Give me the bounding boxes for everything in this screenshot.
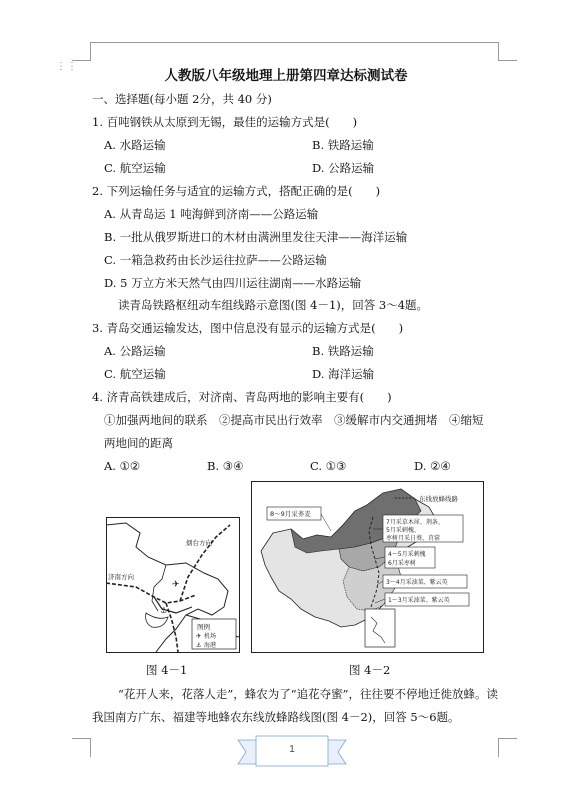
figure-4-2-map (251, 481, 484, 653)
q4-items-line-2: 两地间的距离 (104, 436, 173, 450)
svg-text:4～5月采刺槐: 4～5月采刺槐 (388, 551, 426, 558)
drag-handle-icon[interactable]: ⋮⋮ (56, 61, 78, 72)
corner-mark-top-right (498, 42, 517, 61)
q1-option-b: B. 铁路运输 (312, 138, 374, 152)
svg-text:⚓: ⚓ (196, 642, 202, 649)
reading-intro-3-4: 读青岛铁路枢纽动车组线路示意图(图 4－1)，回答 3～4题。 (118, 298, 429, 312)
svg-text:枣树月采日葵、苜蓿: 枣树月采日葵、苜蓿 (386, 535, 441, 542)
bee-route-map (251, 481, 484, 653)
q1-option-d: D. 公路运输 (312, 161, 375, 175)
svg-text:7月采草木犀、荆条、: 7月采草木犀、荆条、 (386, 519, 444, 526)
corner-mark-bottom-left (72, 738, 91, 757)
q3-option-d: D. 海洋运输 (312, 367, 375, 381)
q3-option-b: B. 铁路运输 (312, 344, 374, 358)
q1-option-c: C. 航空运输 (104, 161, 166, 175)
corner-mark-top-left (72, 42, 91, 61)
header-rule (90, 42, 498, 61)
q2-option-c: C. 一箱急救药由长沙运往拉萨——公路运输 (104, 253, 327, 267)
q4-items-line-1: ①加强两地间的联系 ②提高市民出行效率 ③缓解市内交通拥堵 ④缩短 (104, 413, 484, 427)
svg-text:烟台方向: 烟台方向 (186, 539, 212, 547)
svg-text:⚓: ⚓ (160, 606, 168, 615)
q3-option-a: A. 公路运输 (104, 344, 166, 358)
corner-mark-bottom-right (498, 738, 517, 757)
svg-text:6月采枣树: 6月采枣树 (388, 560, 416, 567)
svg-text:3～4月采油菜、紫云英: 3～4月采油菜、紫云英 (386, 579, 448, 586)
svg-text:1～3月采油菜、紫云英: 1～3月采油菜、紫云英 (388, 597, 450, 604)
svg-text:✈: ✈ (196, 632, 202, 640)
figure-4-1-caption: 图 4－1 (146, 663, 188, 677)
paragraph-line-1: “花开人来，花落人走”，蜂农为了“追花夺蜜”，往往要不停地迁徙放蜂。读 (118, 687, 499, 701)
q3-option-c: C. 航空运输 (104, 367, 166, 381)
q4-option-b: B. ③④ (207, 459, 244, 473)
paragraph-line-2: 我国南方广东、福建等地蜂农东线放蜂路线图(图 4－2)，回答 5～6题。 (92, 710, 460, 724)
question-1-stem: 1. 百吨钢铁从太原到无锡，最佳的运输方式是( ) (92, 115, 358, 129)
svg-text:海港: 海港 (204, 642, 217, 649)
svg-text:8～9月采荞麦: 8～9月采荞麦 (270, 510, 311, 518)
figure-4-2-caption: 图 4－2 (349, 663, 391, 677)
section-heading: 一、选择题(每小题 2分，共 40 分) (92, 92, 272, 106)
svg-text:东线放蜂线路: 东线放蜂线路 (419, 495, 458, 503)
question-3-stem: 3. 青岛交通运输发达，图中信息没有显示的运输方式是( ) (92, 321, 404, 335)
q1-option-a: A. 水路运输 (104, 138, 166, 152)
q2-option-b: B. 一批从俄罗斯进口的木材由满洲里发往天津——海洋运输 (104, 230, 408, 244)
q2-option-a: A. 从青岛运 1 吨海鲜到济南——公路运输 (104, 207, 319, 221)
svg-text:✈: ✈ (172, 580, 180, 590)
svg-text:机场: 机场 (204, 633, 217, 640)
figure-4-1-map (106, 517, 240, 653)
document-title: 人教版八年级地理上册第四章达标测试卷 (164, 68, 408, 84)
question-4-stem: 4. 济青高铁建成后，对济南、青岛两地的影响主要有( ) (92, 390, 392, 404)
page-number: 1 (289, 744, 295, 755)
q4-option-d: D. ②④ (414, 459, 451, 473)
qingdao-rail-map (106, 517, 240, 653)
svg-text:图例: 图例 (197, 623, 210, 631)
q4-option-c: C. ①③ (310, 459, 347, 473)
q4-option-a: A. ①② (104, 459, 141, 473)
svg-text:5月采刺槐、: 5月采刺槐、 (386, 527, 420, 534)
question-2-stem: 2. 下列运输任务与适宜的运输方式，搭配正确的是( ) (92, 184, 381, 198)
svg-text:济南方向: 济南方向 (108, 573, 134, 581)
q2-option-d: D. 5 万立方米天然气由四川运往湖南——水路运输 (104, 276, 362, 290)
